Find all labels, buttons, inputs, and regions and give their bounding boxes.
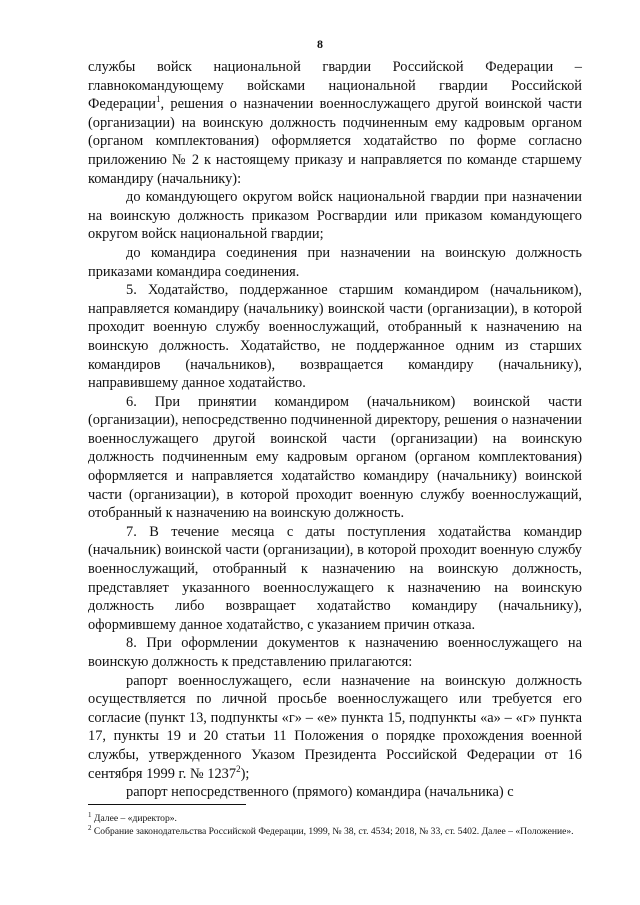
paragraph-item-7: 7. В течение месяца с даты поступления ходатайства командир (начальник) воинской части (организации), в которой проходит военную службу военнослужащий, отобранный к назначению на воинскую должность, представляет указанного военнослужащего к назначению на воинскую должность либо возвращает ходатайство командиру (начальнику), оформившему данное ходатайство, с указанием причин отказа. (88, 523, 582, 633)
footnote-text: Далее – «директор». (91, 813, 177, 824)
paragraph-formation-command: до командира соединения при назначении на воинскую должность приказами командира соединения. (88, 244, 582, 280)
footnote-text: Собрание законодательства Российской Федерации, 1999, № 38, ст. 4534; 2018, № 33, ст. 5402. Далее – «Положение». (91, 826, 574, 837)
paragraph-report-commander: рапорт непосредственного (прямого) командира (начальника) с (126, 784, 514, 801)
footnote-divider (88, 804, 246, 805)
footnote-1 (88, 812, 582, 825)
paragraph-text: службы войск национальной гвардии Российской Федерации – главнокомандующему войсками национальной гвардии Российской Федерации (88, 59, 582, 113)
page-number: 8 (317, 37, 323, 51)
footnotes (88, 812, 582, 838)
paragraph-item-6: 6. При принятии командиром (начальником) воинской части (организации), непосредственно подчиненной директору, решения о назначении военнослужащего другой воинской части (организации) на воинскую должность подчиненным ему кадровым органом (органом комплектования) оформляется и направляется ходатайство командиру (начальнику) воинской части (организации), в которой проходит военную службу военнослужащий, отобранный к назначению на воинскую должность. (88, 393, 582, 522)
paragraph-text-tail: , решения о назначении военнослужащего другой воинской части (организации) на воинскую должность подчиненным ему кадровым органом (органом комплектования) оформляется ходатайство по форме согласно приложению № 2 к настоящему приказу и направляется по команде старшему командиру (начальнику): (88, 96, 582, 187)
paragraph-text: рапорт военнослужащего, если назначение на воинскую должность осуществляется по личной просьбе военнослужащего или требуется его согласие (пункт 13, подпункты «г» – «е» пункта 15, подпункты «а» – «г» пункта 17, пункты 19 и 20 статьи 11 Положения о порядке прохождения военной службы, утвержденного Указом Президента Российской Федерации от 16 сентября 1999 г. № 1237 (88, 672, 582, 782)
paragraph-text-tail: ); (240, 765, 250, 782)
footnote-mark: 1 (88, 810, 92, 819)
paragraph-item-5: 5. Ходатайство, поддержанное старшим командиром (начальником), направляется командиру (начальнику) воинской части (организации), в которой проходит военную службу военнослужащий, отобранный к назначению на воинскую должность. Ходатайство, не поддержанное одним из старших командиров (начальников), возвращается командиру (начальнику), направившему данное ходатайство. (88, 282, 582, 392)
footnote-2 (88, 825, 582, 838)
paragraph-continuation (88, 58, 582, 188)
footnote-ref-2: 2 (236, 763, 241, 774)
footnote-mark: 2 (88, 823, 92, 832)
paragraph-district-command: до командующего округом войск национальной гвардии при назначении на воинскую должность приказом Росгвардии или приказом командующего округом войск национальной гвардии; (88, 189, 582, 243)
body-text (88, 58, 582, 802)
paragraph-report-servicemember (88, 672, 582, 784)
footnote-ref-1: 1 (155, 94, 161, 105)
paragraph-item-8: 8. При оформлении документов к назначению военнослужащего на воинскую должность к представлению прилагаются: (88, 635, 582, 670)
